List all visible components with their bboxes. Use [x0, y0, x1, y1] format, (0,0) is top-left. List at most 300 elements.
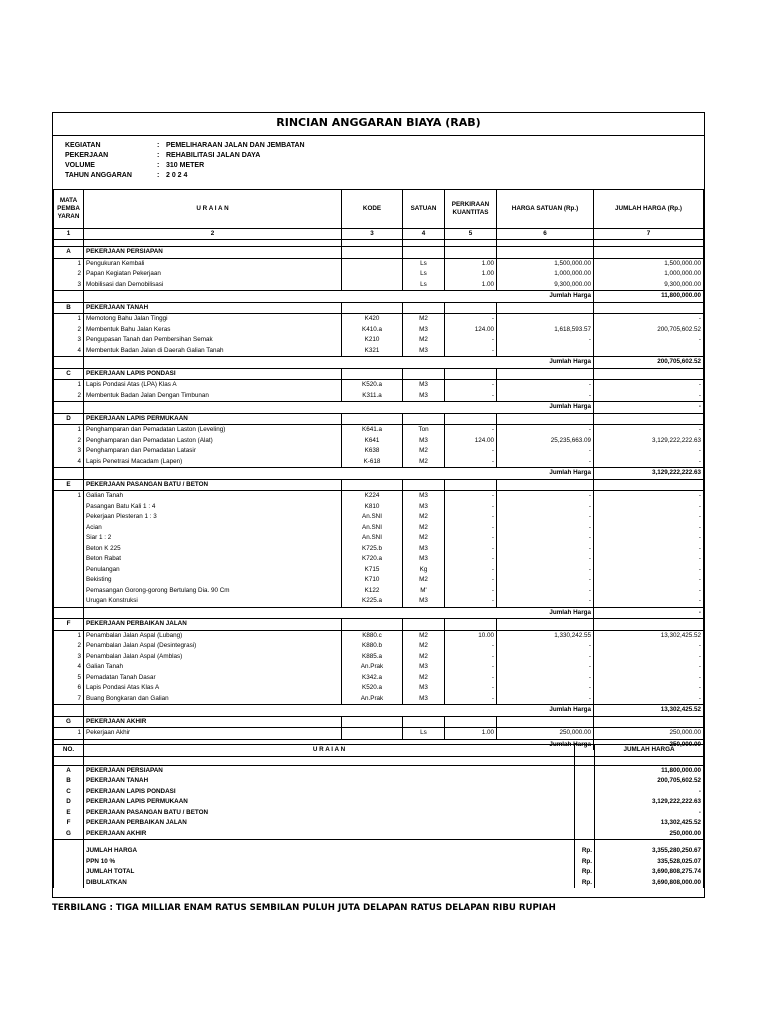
- grand-total-currency: Rp.: [575, 867, 595, 878]
- item-code: An.Prak: [342, 694, 403, 705]
- item-number: 4: [54, 457, 84, 468]
- item-quantity: -: [445, 544, 497, 555]
- item-code: K810: [342, 502, 403, 513]
- item-unit-price: 1,618,593.57: [497, 325, 594, 336]
- column-number: 7: [594, 229, 704, 240]
- grand-total-empty: [54, 857, 84, 868]
- spacer-cell: [54, 240, 84, 247]
- item-total: -: [594, 512, 704, 523]
- table-row: [54, 575, 704, 586]
- item-number: 2: [54, 391, 84, 402]
- item-description: Penambalan Jalan Aspal (Amblas): [84, 652, 342, 663]
- header-kuantitas: PERKIRAAN KUANTITAS: [445, 190, 497, 229]
- item-unit-price: -: [497, 457, 594, 468]
- item-number: 1: [54, 728, 84, 740]
- table-row: [54, 457, 704, 468]
- section-empty-cell: [403, 413, 445, 425]
- item-number: 1: [54, 491, 84, 502]
- section-code: D: [54, 413, 84, 425]
- section-empty-cell: [497, 247, 594, 259]
- table-row: [54, 502, 704, 513]
- section-empty-cell: [342, 302, 403, 314]
- item-code: [342, 280, 403, 291]
- section-empty-cell: [403, 247, 445, 259]
- table-row: [54, 652, 704, 663]
- item-code: An.SNI: [342, 533, 403, 544]
- item-unit: M3: [403, 694, 445, 705]
- summary-value: 13,302,425.52: [595, 818, 704, 829]
- summary-row: [54, 818, 704, 829]
- table-row: [54, 325, 704, 336]
- item-total: -: [594, 457, 704, 468]
- grand-total-label: JUMLAH HARGA: [84, 846, 575, 857]
- summary-code: D: [54, 797, 84, 808]
- summary-rp-cell: [575, 765, 595, 776]
- item-description: Siar 1 : 2: [84, 533, 342, 544]
- section-empty-cell: [342, 716, 403, 728]
- column-number: 6: [497, 229, 594, 240]
- item-quantity: -: [445, 523, 497, 534]
- item-quantity: -: [445, 457, 497, 468]
- item-description: Acian: [84, 523, 342, 534]
- item-unit-price: -: [497, 491, 594, 502]
- item-total: -: [594, 533, 704, 544]
- table-row: [54, 662, 704, 673]
- item-unit-price: -: [497, 502, 594, 513]
- summary-name: PEKERJAAN PASANGAN BATU / BETON: [84, 808, 575, 819]
- item-total: -: [594, 391, 704, 402]
- summary-rp-cell: [575, 787, 595, 798]
- item-unit: Ls: [403, 258, 445, 269]
- summary-value: 200,705,602.52: [595, 776, 704, 787]
- table-row: [54, 565, 704, 576]
- table-row: [54, 586, 704, 597]
- summary-rp-cell: [575, 797, 595, 808]
- section-name: PEKERJAAN TANAH: [84, 302, 342, 314]
- item-code: K225.a: [342, 596, 403, 607]
- item-unit: M2: [403, 512, 445, 523]
- item-unit-price: [497, 346, 594, 357]
- item-unit-price: -: [497, 673, 594, 684]
- item-number: [54, 586, 84, 597]
- item-quantity: -: [445, 533, 497, 544]
- section-empty-cell: [497, 619, 594, 631]
- item-description: Penghamparan dan Pemadatan Latasir: [84, 446, 342, 457]
- item-code: K122: [342, 586, 403, 597]
- summary-header-spacer: [575, 745, 595, 757]
- item-number: 1: [54, 380, 84, 391]
- grand-total-value: 3,690,808,000.00: [595, 878, 704, 889]
- jumlah-harga-label: Jumlah Harga: [84, 291, 594, 303]
- item-unit-price: -: [497, 586, 594, 597]
- section-total-row: [54, 291, 704, 303]
- item-description: Membentuk Badan Jalan Dengan Timbunan: [84, 391, 342, 402]
- section-header-row: [54, 479, 704, 491]
- gap-cell: [595, 756, 704, 765]
- table-row: [54, 533, 704, 544]
- section-empty-cell: [445, 368, 497, 380]
- item-number: 4: [54, 662, 84, 673]
- item-number: [54, 512, 84, 523]
- section-empty-cell: [403, 368, 445, 380]
- item-code: An.SNI: [342, 523, 403, 534]
- jumlah-harga-label: Jumlah Harga: [84, 468, 594, 480]
- table-row: [54, 346, 704, 357]
- section-header-row: [54, 302, 704, 314]
- item-unit: M3: [403, 554, 445, 565]
- item-description: Beton K 225: [84, 544, 342, 555]
- summary-header-jumlah: JUMLAH HARGA: [595, 745, 704, 757]
- table-row: [54, 258, 704, 269]
- item-unit-price: -: [497, 391, 594, 402]
- item-total: 250,000.00: [594, 728, 704, 740]
- item-total: 13,302,425.52: [594, 630, 704, 641]
- section-empty-cell: [342, 479, 403, 491]
- column-number-row: [54, 229, 704, 240]
- item-unit: M3: [403, 502, 445, 513]
- section-empty-cell: [497, 479, 594, 491]
- grand-total-empty: [54, 867, 84, 878]
- item-total: -: [594, 314, 704, 325]
- spacer-cell: [403, 240, 445, 247]
- section-empty-cell: [594, 368, 704, 380]
- gap-cell: [575, 756, 595, 765]
- item-code: [342, 269, 403, 280]
- table-row: [54, 544, 704, 555]
- table-row: [54, 683, 704, 694]
- section-empty-cell: [497, 716, 594, 728]
- item-description: Lapis Pondasi Atas (LPA) Klas A: [84, 380, 342, 391]
- item-unit-price: -: [497, 554, 594, 565]
- column-number: 4: [403, 229, 445, 240]
- item-description: Pekerjaan Akhir: [84, 728, 342, 740]
- item-total: 200,705,602.52: [594, 325, 704, 336]
- table-row: [54, 436, 704, 447]
- section-total-value: 11,800,000.00: [594, 291, 704, 303]
- table-row: [54, 641, 704, 652]
- item-unit: Ls: [403, 280, 445, 291]
- jumlah-harga-label: Jumlah Harga: [84, 705, 594, 717]
- spacer-row: [54, 240, 704, 247]
- section-total-value: 3,129,222,222.63: [594, 468, 704, 480]
- item-quantity: -: [445, 641, 497, 652]
- item-quantity: 1.00: [445, 728, 497, 740]
- page-title: RINCIAN ANGGARAN BIAYA (RAB): [53, 113, 704, 136]
- section-code: F: [54, 619, 84, 631]
- total-empty-cell: [54, 402, 84, 414]
- item-quantity: 10.00: [445, 630, 497, 641]
- item-total: -: [594, 523, 704, 534]
- item-total: -: [594, 694, 704, 705]
- item-total: 1,000,000.00: [594, 269, 704, 280]
- section-header-row: [54, 716, 704, 728]
- item-quantity: 1.00: [445, 269, 497, 280]
- item-number: 2: [54, 325, 84, 336]
- item-quantity: -: [445, 575, 497, 586]
- item-total: -: [594, 683, 704, 694]
- section-header-row: [54, 619, 704, 631]
- summary-name: PEKERJAAN LAPIS PONDASI: [84, 787, 575, 798]
- table-row: [54, 554, 704, 565]
- item-unit-price: 1,500,000.00: [497, 258, 594, 269]
- item-total: -: [594, 544, 704, 555]
- item-unit-price: 1,330,242.55: [497, 630, 594, 641]
- item-quantity: -: [445, 425, 497, 436]
- summary-name: PEKERJAAN AKHIR: [84, 829, 575, 840]
- item-quantity: -: [445, 391, 497, 402]
- grand-total-value: 335,528,025.07: [595, 857, 704, 868]
- item-code: K210: [342, 335, 403, 346]
- item-unit: M3: [403, 662, 445, 673]
- grand-total-label: JUMLAH TOTAL: [84, 867, 575, 878]
- item-unit: M2: [403, 335, 445, 346]
- summary-name: PEKERJAAN PERBAIKAN JALAN: [84, 818, 575, 829]
- item-total: -: [594, 446, 704, 457]
- column-number: 3: [342, 229, 403, 240]
- grand-total-label: PPN 10 %: [84, 857, 575, 868]
- item-code: K725.b: [342, 544, 403, 555]
- item-unit: M2: [403, 673, 445, 684]
- section-empty-cell: [594, 247, 704, 259]
- item-unit: M3: [403, 346, 445, 357]
- item-quantity: -: [445, 314, 497, 325]
- item-description: Lapis Pondasi Atas Klas A: [84, 683, 342, 694]
- item-unit-price: -: [497, 662, 594, 673]
- table-row: [54, 280, 704, 291]
- item-unit-price: -: [497, 652, 594, 663]
- table-row: [54, 694, 704, 705]
- item-code: K710: [342, 575, 403, 586]
- section-code: C: [54, 368, 84, 380]
- section-code: E: [54, 479, 84, 491]
- summary-gap: [54, 756, 704, 765]
- section-empty-cell: [403, 302, 445, 314]
- item-unit: Ls: [403, 728, 445, 740]
- item-unit: M2: [403, 575, 445, 586]
- info-value: REHABILITASI JALAN DAYA: [166, 152, 261, 159]
- item-number: 5: [54, 673, 84, 684]
- item-unit-price: 1,000,000.00: [497, 269, 594, 280]
- item-unit-price: [497, 314, 594, 325]
- grand-total-currency: Rp.: [575, 857, 595, 868]
- item-description: Memotong Bahu Jalan Tinggi: [84, 314, 342, 325]
- table-row: [54, 728, 704, 740]
- grand-total-row: [54, 867, 704, 878]
- item-unit-price: -: [497, 425, 594, 436]
- summary-header-no: NO.: [54, 745, 84, 757]
- item-description: Membentuk Badan Jalan di Daerah Galian Tanah: [84, 346, 342, 357]
- section-total-row: [54, 468, 704, 480]
- item-unit: M3: [403, 596, 445, 607]
- info-value: 2 0 2 4: [166, 172, 188, 179]
- item-quantity: -: [445, 673, 497, 684]
- item-number: [54, 523, 84, 534]
- item-quantity: -: [445, 346, 497, 357]
- summary-row: [54, 776, 704, 787]
- item-unit: M3: [403, 391, 445, 402]
- item-unit-price: -: [497, 523, 594, 534]
- column-number: 1: [54, 229, 84, 240]
- item-quantity: -: [445, 502, 497, 513]
- table-header: [54, 190, 704, 229]
- item-number: [54, 565, 84, 576]
- item-quantity: -: [445, 335, 497, 346]
- item-unit-price: -: [497, 575, 594, 586]
- grand-total-value: 3,690,808,275.74: [595, 867, 704, 878]
- item-total: -: [594, 565, 704, 576]
- item-number: 3: [54, 280, 84, 291]
- total-empty-cell: [54, 357, 84, 369]
- item-code: [342, 728, 403, 740]
- section-empty-cell: [594, 479, 704, 491]
- section-total-row: [54, 402, 704, 414]
- section-name: PEKERJAAN PASANGAN BATU / BETON: [84, 479, 342, 491]
- summary-rp-cell: [575, 829, 595, 840]
- item-description: Beton Rabat: [84, 554, 342, 565]
- cost-table: [53, 189, 704, 750]
- section-header-row: [54, 413, 704, 425]
- item-description: Pengupasan Tanah dan Pembersihan Semak: [84, 335, 342, 346]
- section-empty-cell: [497, 413, 594, 425]
- item-unit: Kg: [403, 565, 445, 576]
- column-number: 5: [445, 229, 497, 240]
- grand-total-row: [54, 878, 704, 889]
- section-total-value: -: [594, 402, 704, 414]
- item-unit: Ls: [403, 269, 445, 280]
- item-code: K321: [342, 346, 403, 357]
- item-description: Penambalan Jalan Aspal (Desintegrasi): [84, 641, 342, 652]
- item-quantity: 1.00: [445, 280, 497, 291]
- spacer-cell: [497, 240, 594, 247]
- summary-value: 11,800,000.00: [595, 765, 704, 776]
- item-number: 2: [54, 436, 84, 447]
- item-description: Bekisting: [84, 575, 342, 586]
- item-number: 7: [54, 694, 84, 705]
- item-quantity: -: [445, 586, 497, 597]
- item-total: 3,129,222,222.63: [594, 436, 704, 447]
- summary-code: A: [54, 765, 84, 776]
- item-number: [54, 533, 84, 544]
- summary-header: [54, 745, 704, 757]
- info-kegiatan: KEGIATAN : PEMELIHARAAN JALAN DAN JEMBATAN: [65, 142, 305, 149]
- item-number: 1: [54, 314, 84, 325]
- item-code: K420: [342, 314, 403, 325]
- info-label: KEGIATAN: [65, 142, 101, 149]
- summary-header-uraian: U R A I A N: [84, 745, 575, 757]
- item-quantity: -: [445, 512, 497, 523]
- section-name: PEKERJAAN AKHIR: [84, 716, 342, 728]
- summary-row: [54, 797, 704, 808]
- section-empty-cell: [594, 302, 704, 314]
- item-number: [54, 554, 84, 565]
- total-empty-cell: [54, 468, 84, 480]
- item-quantity: 124.00: [445, 436, 497, 447]
- item-number: [54, 575, 84, 586]
- item-unit: Ton: [403, 425, 445, 436]
- item-code: [342, 258, 403, 269]
- table-row: [54, 446, 704, 457]
- table-row: [54, 673, 704, 684]
- spacer-cell: [342, 240, 403, 247]
- item-unit: M2: [403, 457, 445, 468]
- section-empty-cell: [497, 368, 594, 380]
- header-kode: KODE: [342, 190, 403, 229]
- summary-name: PEKERJAAN TANAH: [84, 776, 575, 787]
- summary-row: [54, 787, 704, 798]
- item-number: [54, 544, 84, 555]
- item-unit-price: 25,235,663.09: [497, 436, 594, 447]
- item-quantity: -: [445, 554, 497, 565]
- item-unit: M': [403, 586, 445, 597]
- item-number: 3: [54, 652, 84, 663]
- section-empty-cell: [445, 413, 497, 425]
- section-total-row: [54, 357, 704, 369]
- info-volume: VOLUME : 310 METER: [65, 162, 205, 169]
- item-quantity: -: [445, 683, 497, 694]
- table-row: [54, 380, 704, 391]
- item-code: K715: [342, 565, 403, 576]
- section-header-row: [54, 368, 704, 380]
- item-unit: M2: [403, 446, 445, 457]
- table-row: [54, 491, 704, 502]
- item-quantity: -: [445, 652, 497, 663]
- item-unit-price: -: [497, 335, 594, 346]
- section-empty-cell: [445, 247, 497, 259]
- item-unit-price: -: [497, 683, 594, 694]
- item-quantity: -: [445, 491, 497, 502]
- item-unit: M2: [403, 314, 445, 325]
- info-label: VOLUME: [65, 162, 95, 169]
- grand-total-empty: [54, 878, 84, 889]
- section-name: PEKERJAAN PERBAIKAN JALAN: [84, 619, 342, 631]
- item-total: -: [594, 491, 704, 502]
- item-unit: M2: [403, 630, 445, 641]
- item-number: [54, 502, 84, 513]
- item-unit: M3: [403, 325, 445, 336]
- table-row: [54, 314, 704, 325]
- item-code: K880.b: [342, 641, 403, 652]
- item-quantity: 124.00: [445, 325, 497, 336]
- item-code: K311.a: [342, 391, 403, 402]
- section-empty-cell: [342, 368, 403, 380]
- gap-cell: [54, 756, 84, 765]
- section-code: G: [54, 716, 84, 728]
- jumlah-harga-label: Jumlah Harga: [84, 739, 594, 750]
- section-empty-cell: [594, 413, 704, 425]
- section-empty-cell: [594, 619, 704, 631]
- table-row: [54, 269, 704, 280]
- item-total: -: [594, 586, 704, 597]
- summary-rp-cell: [575, 808, 595, 819]
- item-code: K885.a: [342, 652, 403, 663]
- section-empty-cell: [403, 619, 445, 631]
- item-quantity: 1.00: [445, 258, 497, 269]
- summary-row: [54, 829, 704, 840]
- spacer-cell: [84, 240, 342, 247]
- terbilang-text: TERBILANG : TIGA MILLIAR ENAM RATUS SEMBILAN PULUH JUTA DELAPAN RATUS DELAPAN RIBU RUPIAH: [52, 903, 556, 913]
- header-harga: HARGA SATUAN (Rp.): [497, 190, 594, 229]
- info-label: TAHUN ANGGARAN: [65, 172, 132, 179]
- section-empty-cell: [342, 247, 403, 259]
- item-unit-price: -: [497, 641, 594, 652]
- item-description: Penghamparan dan Pemadatan Laston (Leveling): [84, 425, 342, 436]
- item-unit: M3: [403, 491, 445, 502]
- section-total-row: [54, 705, 704, 717]
- item-total: -: [594, 425, 704, 436]
- section-empty-cell: [594, 716, 704, 728]
- item-unit: M2: [403, 523, 445, 534]
- info-pekerjaan: PEKERJAAN : REHABILITASI JALAN DAYA: [65, 152, 261, 159]
